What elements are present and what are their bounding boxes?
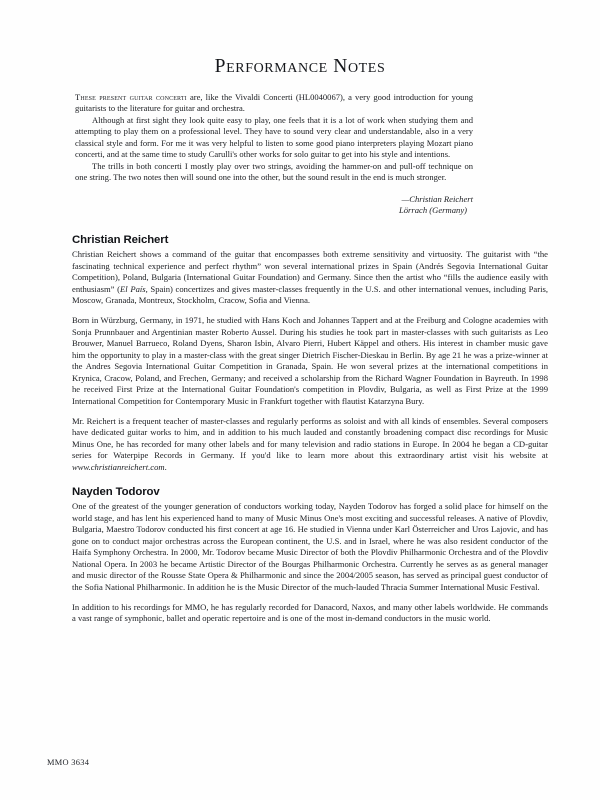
intro-paragraph-3: The trills in both concerti I mostly play over two strings, avoiding the hammer-on and pull-off technique on one string. The two notes then will sound one into the other, but the sound result in the end is much stronger. (75, 160, 473, 183)
bio-reichert-paragraph-2: Born in Würzburg, Germany, in 1971, he studied with Hans Koch and Johannes Tappert and at the Freiburg and Cologne academies with Sonja Prunnbauer and Argentinian master Roberto Aussel. During his studies he took part in master-classes with such guitarists as Leo Brouwer, Manuel Barrueco, Roland Dyens, Sharon Isbin, Alvaro Pierri, Hubert Käppel and others. His interest in chamber music gave him the opportunity to play in a master-class with the great singer Dietrich Fischer-Dieskau in Berlin. By age 21 he was a prize-winner at the Andres Segovia International Guitar Competition in Granada, Spain. He won several prizes at the international competitions in Krynica, Cracow, Poland, and Frechen, Germany; and received a scholarship from the Richard Wagner Foundation in Bayreuth. In 1998 he received First Prize at the International Guitar Foundation's competition in Plovdiv, Bulgaria, as well as First Prize at the 1999 International Competition for Contemporary Music in Frankfurt together with flautist Katarzyna Bury. (72, 315, 548, 406)
page-title: Performance Notes (214, 56, 386, 77)
signature-block (0, 194, 600, 216)
bio-reichert-p1-citation: El País (120, 283, 146, 294)
bio-reichert-p1-part-a: Christian Reichert shows a command of the guitar that encompasses both extreme sensitivity and virtuosity. The guitarist with “the fascinating technical experience and perfect rhythm” won several international prizes in Spain (Andrés Segovia International Guitar Competition), Poland, Bulgaria (International Guitar Foundation) and Germany. Since then the artist who “fills the audience easily with enthusiasm” ( (72, 249, 548, 294)
bio-reichert-p1-part-b: , Spain) concertizes and gives master-classes frequently in the U.S. and other international venues, including Paris, Moscow, Granada, Montreux, Stockholm, Cracow, Sofia and Vienna. (72, 283, 548, 306)
intro-paragraph-2: Although at first sight they look quite easy to play, one feels that it is a lot of work when studying them and attempting to play them on a professional level. They have to sound very clear and understandable, also in a very classical style and form. For me it was very helpful to listen to some good piano interpreters playing Mozart piano concerti, and at the same time to study Carulli's other works for solo guitar to get into his style and intentions. (75, 114, 473, 160)
bio-reichert-p3-part-a: Mr. Reichert is a frequent teacher of master-classes and regularly performs as soloist and with all kinds of ensembles. Several composers have dedicated guitar works to him, and in addition to his much lauded and constantly broadening compact disc recordings for Music Minus One, he has recorded for many other labels and for many television and radio stations in Europe. In 2004 he began a CD-guitar series for Waterpipe Records in Germany. If you'd like to learn more about this extraordinary artist visit his website at (72, 415, 548, 461)
bio-reichert-website-url[interactable]: www.christianreichert.com (72, 461, 165, 472)
bio-reichert-paragraph-1 (72, 249, 548, 307)
bio-todorov-paragraph-1: One of the greatest of the younger generation of conductors working today, Nayden Todorov has forged a solid place for himself on the world stage, and has lent his experienced hand to many of Music Minus One's most exciting and successful releases. A native of Plovdiv, Bulgaria, Maestro Todorov conducted his first concert at age 16. He studied in Vienna under Karl Österreicher and Uros Lajovic, and has gone on to conduct major orchestras across the European continent, the U.S. and in Israel, where he was also resident conductor of the Haifa Symphony Orchestra. In 2000, Mr. Todorov became Music Director of both the Plovdiv Philharmonic Orchestra and of the Plovdiv National Opera. In 2003 he became Artistic Director of the Bourgas Philharmonic Orchestra. Currently he serves as as general manager and music director of the Rousse State Opera & Philharmonic and since the 2004/2005 season, has served as principal guest conductor of the Sofia National Philharmonic. In addition he is the Music Director of the much-lauded Thracia Summer International Music Festival. (72, 501, 548, 592)
performance-notes-intro (0, 92, 600, 184)
intro-paragraph-1 (75, 92, 473, 115)
intro-paragraph-1-rest: are, like the Vivaldi Concerti (HL0040067), a very good introduction for young guitarists to the literature for guitar and orchestra. (75, 92, 473, 114)
intro-leadin-smallcaps: These present guitar concerti (75, 92, 187, 102)
bio-christian-reichert (72, 234, 548, 473)
bio-reichert-paragraph-3 (72, 416, 548, 474)
bio-heading-christian-reichert: Christian Reichert (72, 234, 169, 247)
bio-heading-nayden-todorov: Nayden Todorov (72, 486, 160, 499)
footer-catalog-code: MMO 3634 (47, 758, 90, 767)
bio-reichert-p3-part-b: . (164, 461, 167, 472)
bio-todorov-paragraph-2: In addition to his recordings for MMO, he has regularly recorded for Danacord, Naxos, and many other labels worldwide. He commands a vast range of symphonic, ballet and operatic repertoire and is one of the most in-demand conductors in the music world. (72, 601, 548, 624)
biography-sections (0, 234, 600, 625)
bio-nayden-todorov (72, 486, 548, 625)
signature-location: Lörrach (Germany) (398, 204, 467, 215)
signature-name: —Christian Reichert (401, 193, 473, 204)
